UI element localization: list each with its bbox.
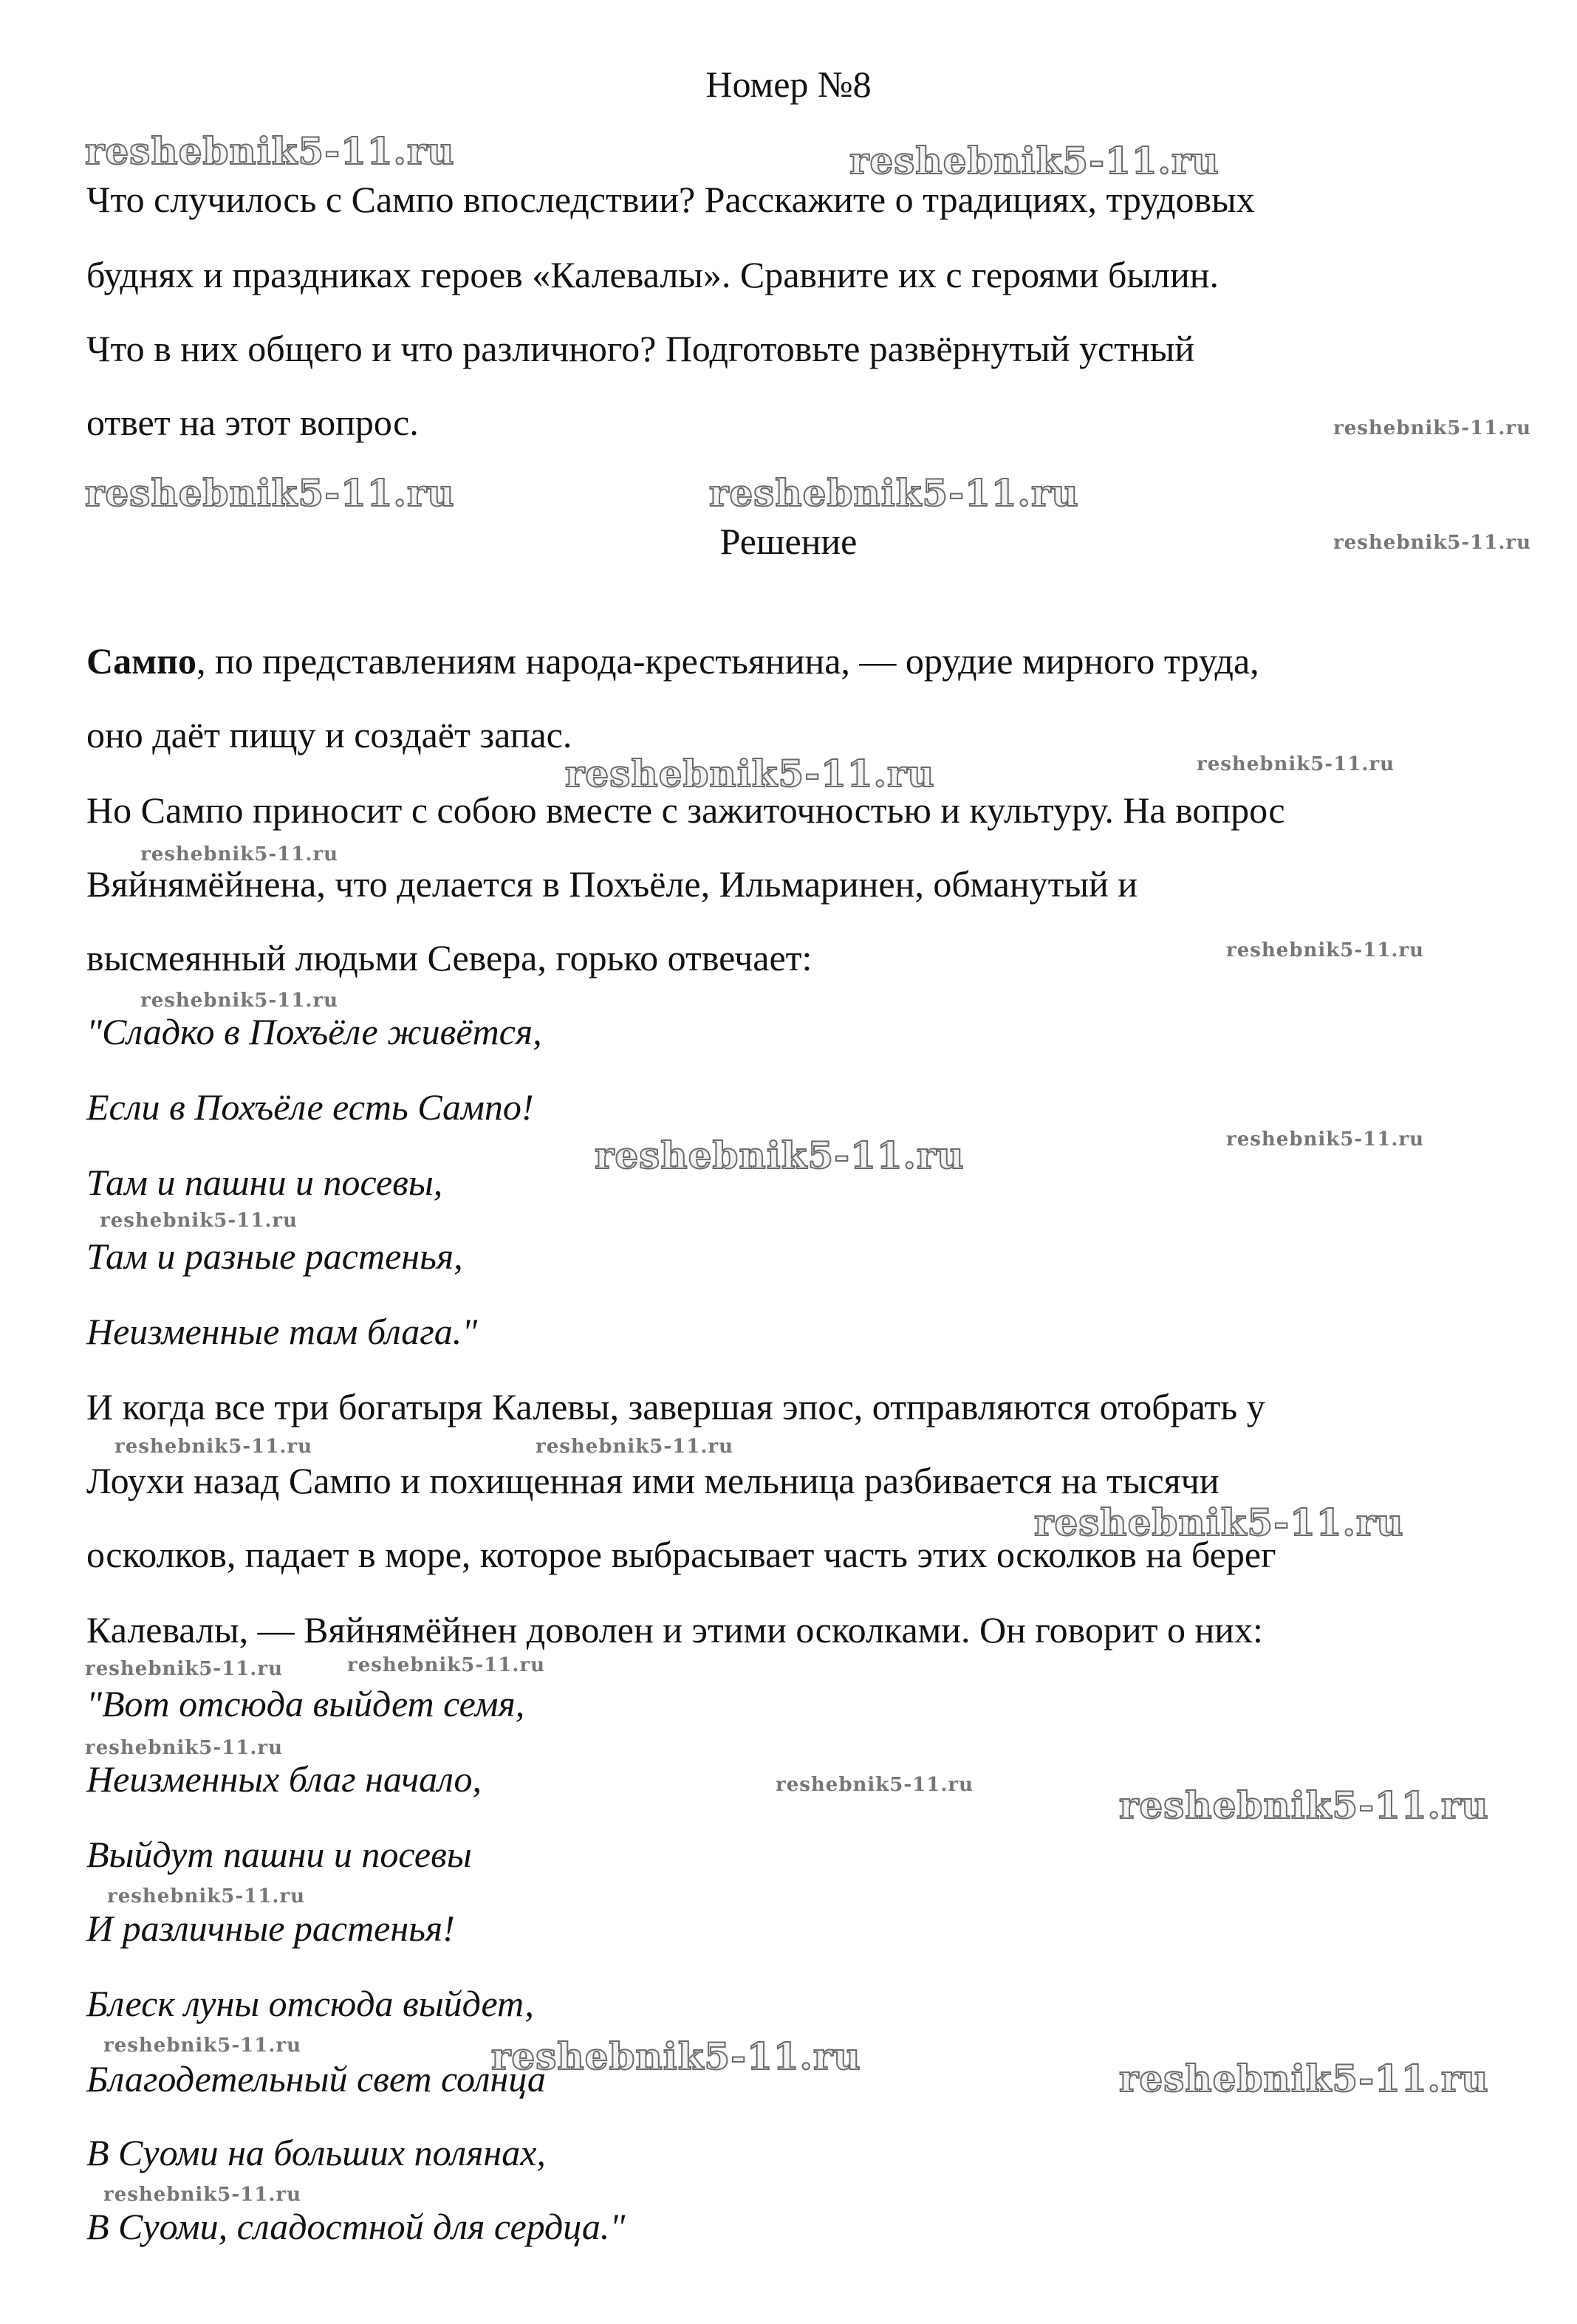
- poem-line: Неизменные там блага.": [86, 1311, 478, 1352]
- poem-line: Там и пашни и посевы,: [86, 1162, 443, 1203]
- body-line: И когда все три богатыря Калевы, завершая эпос, отправляются отобрать у: [86, 1386, 1265, 1427]
- watermark: reshebnik5-11.ru: [595, 1134, 965, 1177]
- question-line: ответ на этот вопрос.: [86, 402, 419, 443]
- watermark: reshebnik5-11.ru: [1197, 753, 1395, 775]
- watermark: reshebnik5-11.ru: [1333, 532, 1532, 554]
- poem-line: Если в Похъёле есть Сампо!: [86, 1086, 534, 1128]
- question-line: Что в них общего и что различного? Подготовьте развёрнутый устный: [86, 328, 1195, 369]
- watermark: reshebnik5-11.ru: [100, 1210, 298, 1232]
- watermark: reshebnik5-11.ru: [849, 139, 1219, 182]
- watermark: reshebnik5-11.ru: [85, 129, 455, 173]
- watermark: reshebnik5-11.ru: [114, 1436, 313, 1458]
- body-line: оно даёт пищу и создаёт запас.: [86, 714, 572, 755]
- body-text: , по представлениям народа-крестьянина, — орудие мирного труда,: [196, 640, 1259, 682]
- watermark: reshebnik5-11.ru: [1226, 1128, 1425, 1151]
- watermark: reshebnik5-11.ru: [85, 1658, 284, 1680]
- watermark: reshebnik5-11.ru: [709, 471, 1079, 515]
- watermark: reshebnik5-11.ru: [347, 1654, 546, 1676]
- body-line: Калевалы, — Вяйнямёйнен доволен и этими осколками. Он говорит о них:: [86, 1609, 1263, 1651]
- poem-line: "Сладко в Похъёле живётся,: [86, 1011, 542, 1052]
- poem-line: Благодетельный свет солнца: [86, 2058, 546, 2100]
- poem-line: Выйдут пашни и посевы: [86, 1834, 472, 1875]
- poem-line: В Суоми, сладостной для сердца.": [86, 2206, 626, 2247]
- question-line: Что случилось с Сампо впоследствии? Расскажите о традициях, трудовых: [86, 179, 1255, 220]
- poem-line: Неизменных благ начало,: [86, 1758, 482, 1800]
- watermark: reshebnik5-11.ru: [103, 2184, 302, 2206]
- watermark: reshebnik5-11.ru: [1333, 417, 1532, 439]
- watermark: reshebnik5-11.ru: [103, 2035, 302, 2057]
- body-line: осколков, падает в море, которое выбрасывает часть этих осколков на берег: [86, 1534, 1276, 1575]
- body-line: Лоухи назад Сампо и похищенная ими мельница разбивается на тысячи: [86, 1460, 1219, 1501]
- body-line: Вяйнямёйнена, что делается в Похъёле, Ильмаринен, обманутый и: [86, 863, 1138, 905]
- watermark: reshebnik5-11.ru: [140, 990, 339, 1012]
- solution-heading: Решение: [719, 521, 858, 562]
- poem-line: Там и разные растенья,: [86, 1235, 463, 1277]
- watermark: reshebnik5-11.ru: [536, 1436, 734, 1458]
- body-line: Но Сампо приносит с собою вместе с зажиточностью и культуру. На вопрос: [86, 789, 1285, 831]
- sampo-bold: Сампо: [86, 640, 196, 682]
- watermark: reshebnik5-11.ru: [1119, 2057, 1489, 2100]
- watermark: reshebnik5-11.ru: [85, 471, 455, 515]
- watermark: reshebnik5-11.ru: [491, 2035, 861, 2078]
- watermark: reshebnik5-11.ru: [85, 1737, 284, 1759]
- watermark: reshebnik5-11.ru: [1034, 1501, 1404, 1544]
- body-line: [86, 631, 1259, 690]
- poem-line: Блеск луны отсюда выйдет,: [86, 1983, 534, 2024]
- question-line: буднях и праздниках героев «Калевалы». Сравните их с героями былин.: [86, 254, 1219, 295]
- poem-line: В Суоми на больших полянах,: [86, 2132, 546, 2173]
- watermark: reshebnik5-11.ru: [776, 1774, 974, 1796]
- poem-line: И различные растенья!: [86, 1907, 455, 1949]
- watermark: reshebnik5-11.ru: [140, 843, 339, 865]
- page-title: Номер №8: [705, 64, 872, 105]
- watermark: reshebnik5-11.ru: [1119, 1783, 1489, 1827]
- watermark: reshebnik5-11.ru: [565, 752, 935, 795]
- poem-line: "Вот отсюда выйдет семя,: [86, 1683, 525, 1724]
- watermark: reshebnik5-11.ru: [1226, 939, 1425, 962]
- body-line: высмеянный людьми Севера, горько отвечает:: [86, 937, 813, 978]
- watermark: reshebnik5-11.ru: [107, 1885, 306, 1907]
